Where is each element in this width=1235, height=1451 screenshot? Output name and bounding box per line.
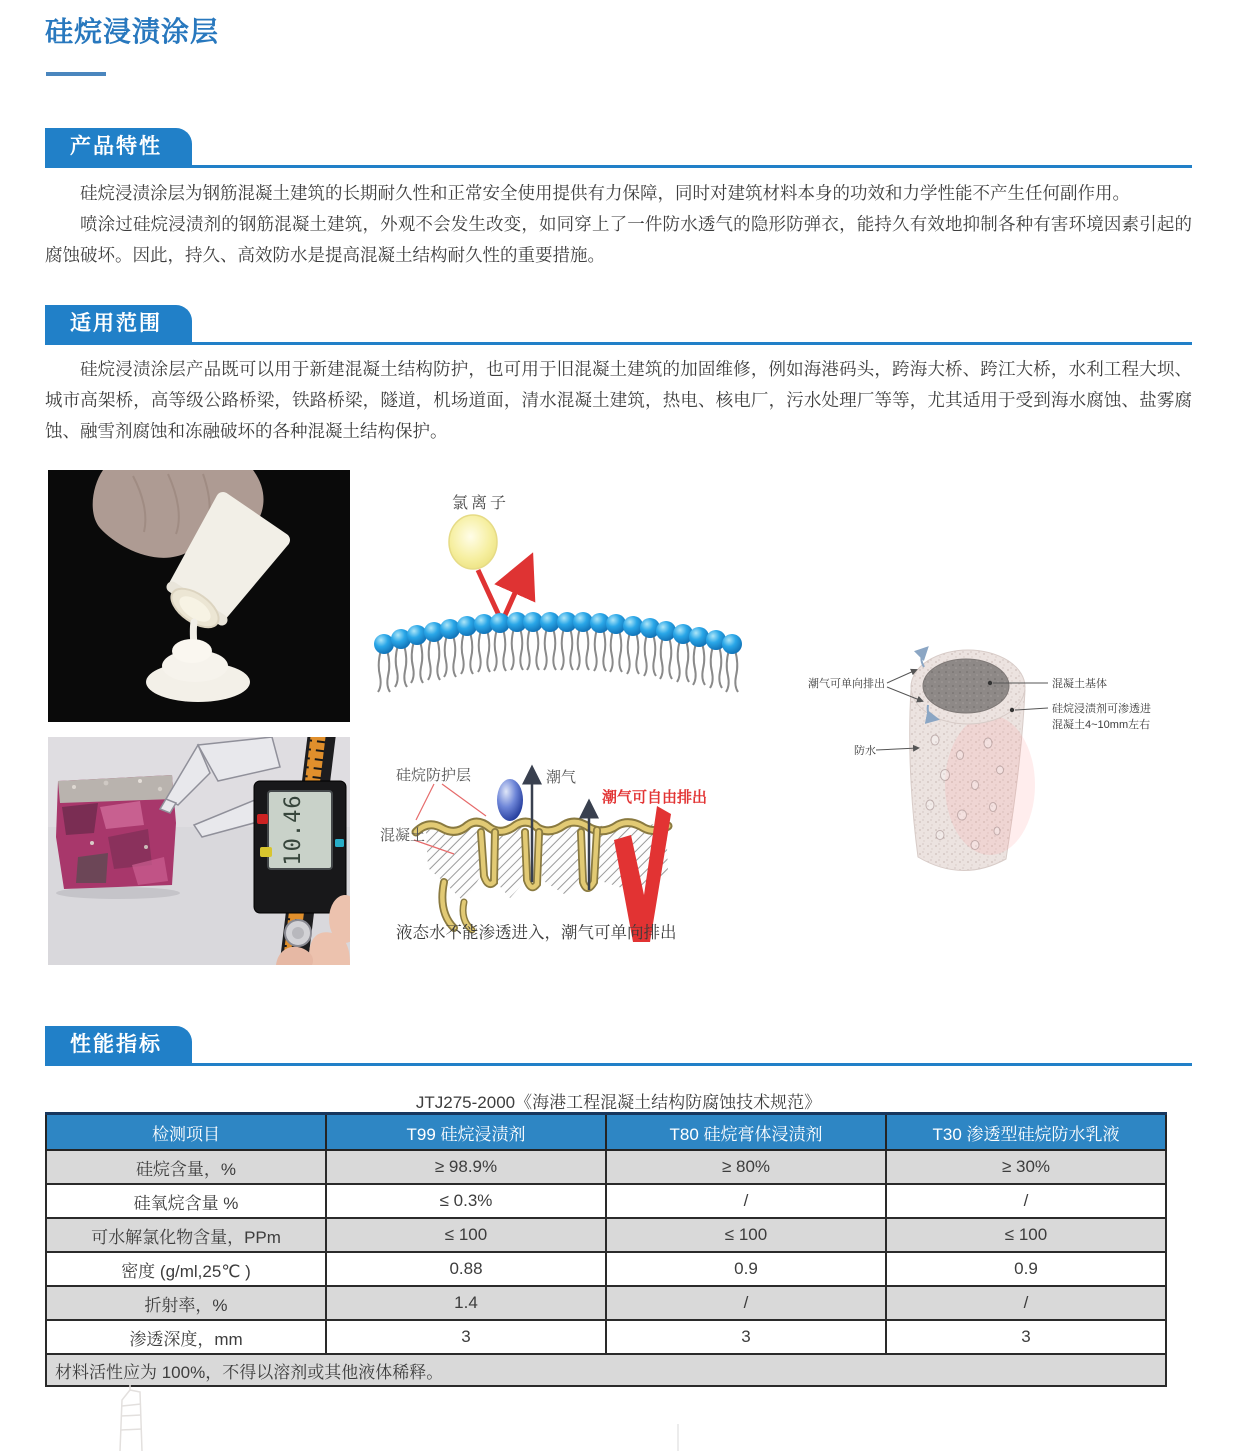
water-droplet [497,779,523,821]
cell-value: ≤ 0.3% [326,1184,606,1218]
scope-paragraphs [45,354,1192,447]
features-paragraph-1: 硅烷浸渍涂层为钢筋混凝土建筑的长期耐久性和正常安全使用提供有力保障，同时对建筑材料本身的功效和力学性能不产生任何副作用。 [80,183,1130,203]
cell-value: 1.4 [326,1286,606,1320]
chloride-ion-label: 氯离子 [452,495,510,512]
cell-value: 0.9 [606,1252,886,1286]
cell-label: 硅烷含量，% [46,1150,326,1184]
table-footnote: 材料活性应为 100%，不得以溶剂或其他液体稀释。 [46,1354,1166,1386]
membrane-molecule-row [374,612,742,692]
cell-label: 硅氧烷含量 % [46,1184,326,1218]
title-underline [46,72,106,76]
paste-mound-top [172,639,212,663]
cell-value: ≥ 30% [886,1150,1166,1184]
features-paragraph-2: 喷涂过硅烷浸渍剂的钢筋混凝土建筑，外观不会发生改变，如同穿上了一件防水透气的隐形防弹衣，能持久有效地抑制各种有害环境因素引起的腐蚀破坏。因此，持久、高效防水是提高混凝土结构耐久性的重要措施。 [45,214,1192,265]
table-header-row [46,1114,1166,1151]
header-test-item: 检测项目 [46,1114,326,1151]
pore-caption: 液态水不能渗透进入，潮气可单向排出 [396,924,677,942]
caliper-button-red [257,814,268,824]
section-heading-performance: 性能指标 [45,1026,192,1063]
faint-artifact-line [677,1424,679,1451]
page-title: 硅烷浸渍涂层 [45,16,220,47]
cell-value: ≥ 80% [606,1150,886,1184]
table-row [46,1320,1166,1354]
silane-layer-label: 硅烷防护层 [396,767,472,784]
penetrate-label-1: 硅烷浸渍剂可渗透进 [1052,703,1151,715]
penetrate-dot [1010,708,1014,712]
table-row [46,1252,1166,1286]
table-footnote-row [46,1354,1166,1386]
block-shadow [56,887,180,899]
lcd-reading: 10.46 [281,794,306,866]
cell-value: / [886,1184,1166,1218]
pour-photo-figure [48,470,350,722]
cell-value: 3 [326,1320,606,1354]
free-escape-label: 潮气可自由排出 [602,789,708,806]
moisture-label: 潮气 [546,769,577,786]
cell-value: ≤ 100 [606,1218,886,1252]
chloride-ion-ball [449,515,497,569]
caliper-photo-figure [48,737,350,965]
scope-paragraph-1: 硅烷浸渍涂层产品既可以用于新建混凝土结构防护，也可用于旧混凝土建筑的加固维修，例如海港码头，跨海大桥、跨江大桥，水利工程大坝、城市高架桥，高等级公路桥梁，铁路桥梁，隧道，机场道面，清水混凝土建筑，热电、核电厂，污水处理厂等等，尤其适用于受到海水腐蚀、盐雾腐蚀、融雪剂腐蚀和冻融破坏的各种混凝土结构保护。 [45,359,1192,441]
table-row [46,1184,1166,1218]
section-rule-scope [45,342,1192,345]
header-t99: T99 硅烷浸渍剂 [326,1114,606,1151]
cell-value: 3 [886,1320,1166,1354]
cell-value: 3 [606,1320,886,1354]
cell-label: 渗透深度，mm [46,1320,326,1354]
cell-value: ≤ 100 [886,1218,1166,1252]
caliper-button-teal [335,839,344,847]
section-rule-performance [45,1063,1192,1066]
features-paragraphs [45,178,1192,271]
matrix-dot [988,681,992,685]
cell-value: / [886,1286,1166,1320]
cell-value: ≤ 100 [326,1218,606,1252]
standard-reference: JTJ275-2000《海港工程混凝土结构防腐蚀技术规范》 [415,1093,822,1112]
performance-spec-table [45,1112,1167,1387]
section-rule-features [45,165,1192,168]
concrete-label: 混凝土 [380,827,426,844]
caliper-button-yellow [260,847,272,857]
penetrate-label-2: 混凝土4~10mm左右 [1052,719,1151,731]
header-t80: T80 硅烷膏体浸渍剂 [606,1114,886,1151]
cylinder-diagram-figure [790,635,1195,950]
cell-label: 可水解氯化物含量，PPm [46,1218,326,1252]
waterproof-label: 防水 [854,745,876,757]
section-heading-scope: 适用范围 [45,305,192,342]
pink-glow [945,715,1035,855]
cell-label: 折射率，% [46,1286,326,1320]
vent-label: 潮气可单向排出 [808,678,885,690]
cell-value: ≥ 98.9% [326,1150,606,1184]
pore-diagram-figure [368,742,786,980]
table-row [46,1218,1166,1252]
header-t30: T30 渗透型硅烷防水乳液 [886,1114,1166,1151]
table-row [46,1286,1166,1320]
table-row [46,1150,1166,1184]
chloride-diagram-figure [372,476,762,708]
cell-value: / [606,1184,886,1218]
cell-value: 0.88 [326,1252,606,1286]
cell-label: 密度 (g/ml,25℃ ) [46,1252,326,1286]
cell-value: 0.9 [886,1252,1166,1286]
matrix-label: 混凝土基体 [1052,678,1107,690]
thumb-wheel-center [292,927,304,939]
building-watermark [100,1382,160,1451]
cylinder-core [923,659,1009,713]
section-heading-features: 产品特性 [45,128,192,165]
cell-value: / [606,1286,886,1320]
